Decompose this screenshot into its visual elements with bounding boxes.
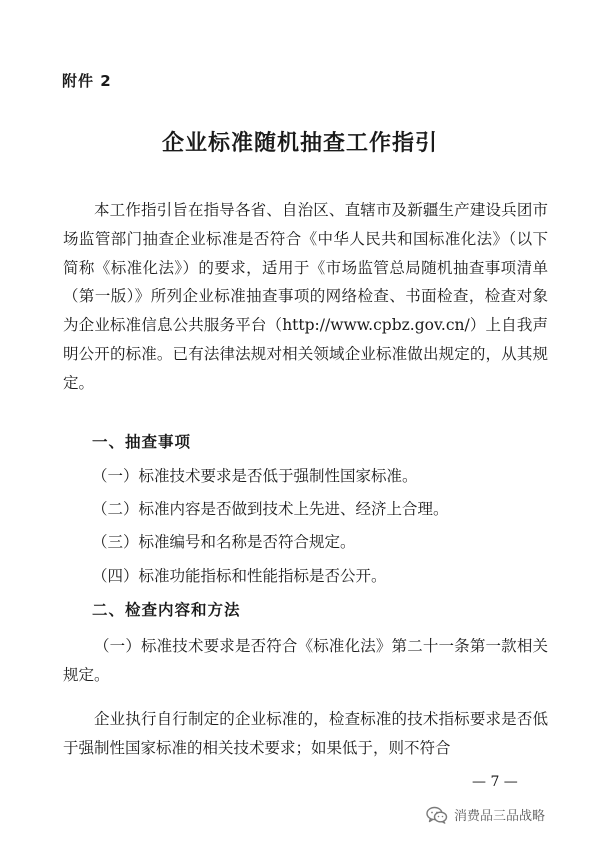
section2-paragraph: 企业执行自行制定的企业标准的，检查标准的技术指标要求是否低于强制性国家标准的相关技术要求；如果低于，则不符合 [63,710,548,757]
section2-subitem: （一）标准技术要求是否符合《标准化法》第二十一条第一款相关规定。 [63,637,548,684]
section2-heading: 二、检查内容和方法 [92,601,241,619]
intro-paragraph: 本工作指引旨在指导各省、自治区、直辖市及新疆生产建设兵团市场监管部门抽查企业标准是否符合《中华人民共和国标准化法》（以下简称《标准化法》）的要求，适用于《市场监管总局随机抽查事项清单（第一版）》所列企业标准抽查事项的网络检查、书面检查，检查对象为企业标准信息公共服务平台（http://www.cpbz.gov.cn/）上自我声明公开的标准。已有法律法规对相关领域企业标准做出规定的，从其规定。 [63,201,548,392]
section1-item: （二）标准内容是否做到技术上先进、经济上合理。 [92,500,449,518]
watermark-text: 消费品三品战略 [454,809,546,824]
section1-heading: 一、抽查事项 [92,433,192,451]
watermark [426,805,545,824]
section1-item: （四）标准功能指标和性能指标是否公开。 [92,567,387,585]
wechat-icon [426,806,448,824]
attachment-label: 附件 2 [62,72,112,90]
document-title: 企业标准随机抽查工作指引 [161,131,438,156]
page-number: — 7 — [472,774,518,790]
section1-item: （一）标准技术要求是否低于强制性国家标准。 [92,467,418,485]
section1-item: （三）标准编号和名称是否符合规定。 [92,533,356,551]
